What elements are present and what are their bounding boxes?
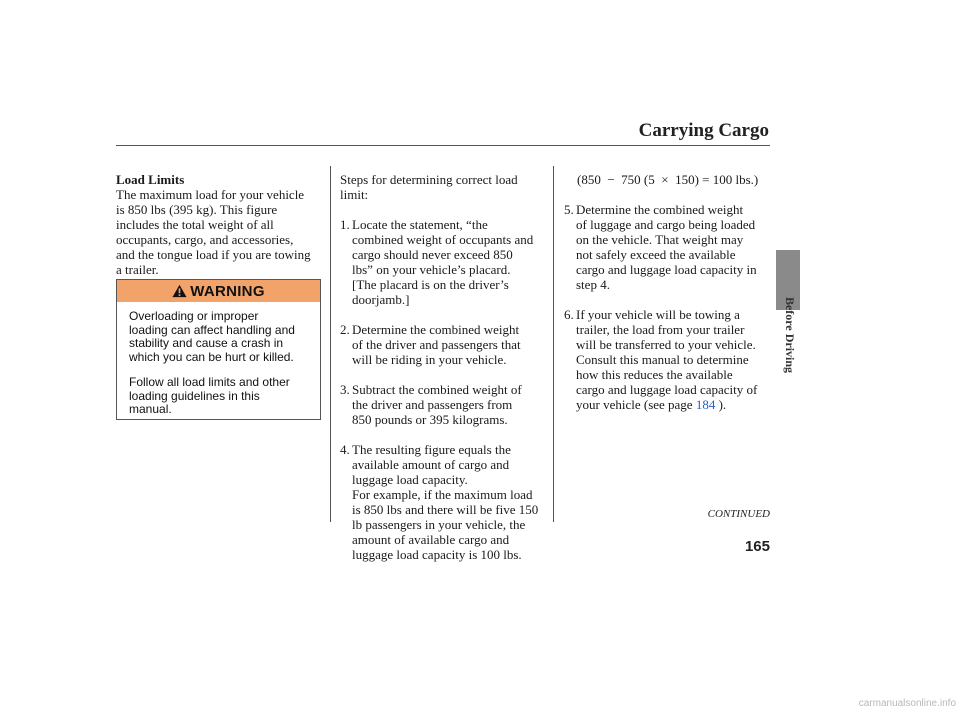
warning-text-2: Follow all load limits and other loading guidelines in this manual. xyxy=(129,375,290,416)
warning-text-1: Overloading or improper loading can affect handling and stability and cause a crash in which you can be hurt or killed. xyxy=(129,309,295,364)
step-text: Locate the statement, “the combined weight of occupants and cargo should never exceed 850 lbs” on your vehicle’s placard. [The placard is on the driver’s doorjamb.] xyxy=(352,217,534,307)
warning-label: WARNING xyxy=(190,282,265,300)
warning-triangle-icon xyxy=(172,284,187,298)
step-number: 1. xyxy=(340,217,350,232)
header-rule xyxy=(116,145,770,146)
page-number: 165 xyxy=(744,538,770,555)
column-divider-1 xyxy=(330,166,331,522)
step-6 xyxy=(564,307,774,412)
warning-header xyxy=(117,280,320,302)
step-4 xyxy=(340,442,550,562)
step-number: 3. xyxy=(340,382,350,397)
warning-box xyxy=(116,279,321,420)
step-number: 5. xyxy=(564,202,574,217)
column-1 xyxy=(116,172,326,277)
step-text: Determine the combined weight of the driver and passengers that will be riding in your vehicle. xyxy=(352,322,521,367)
section-heading: Load Limits xyxy=(116,172,185,187)
step-text-end: ). xyxy=(715,397,727,412)
example-formula: (850 − 750 (5 × 150) = 100 lbs.) xyxy=(577,172,759,187)
column-divider-2 xyxy=(553,166,554,522)
site-watermark: carmanualsonline.info xyxy=(858,698,956,709)
step-number: 4. xyxy=(340,442,350,457)
page-title: Carrying Cargo xyxy=(638,120,769,141)
column-2 xyxy=(340,172,550,562)
steps-intro: Steps for determining correct load limit: xyxy=(340,172,518,202)
column-3 xyxy=(564,172,774,412)
load-limits-paragraph: The maximum load for your vehicle is 850 lbs (395 kg). This figure includes the total weight of all occupants, cargo, and accessories, and the tongue load if you are towing a trailer. xyxy=(116,187,311,277)
section-tab-label: Before Driving xyxy=(783,296,797,374)
step-1 xyxy=(340,217,550,307)
page-reference-link[interactable]: 184 xyxy=(695,397,716,412)
step-text xyxy=(576,307,757,412)
step-2 xyxy=(340,322,550,367)
warning-body xyxy=(117,302,320,417)
step-text: Subtract the combined weight of the driver and passengers from 850 pounds or 395 kilograms. xyxy=(352,382,522,427)
step-text: Determine the combined weight of luggage and cargo being loaded on the vehicle. That weight may not safely exceed the available cargo and luggage load capacity in step 4. xyxy=(576,202,757,292)
step-3 xyxy=(340,382,550,427)
step-5 xyxy=(564,202,774,292)
step-text-main: If your vehicle will be towing a trailer, the load from your trailer will be transferred to your vehicle. Consult this manual to determine how this reduces the available cargo and luggage load capacity of your vehicle (see page xyxy=(576,307,758,412)
step-number: 2. xyxy=(340,322,350,337)
step-text: The resulting figure equals the available amount of cargo and luggage load capacity. For example, if the maximum load is 850 lbs and there will be five 150 lb passengers in your vehicle, the amount of available cargo and luggage load capacity is 100 lbs. xyxy=(352,442,539,562)
step-number: 6. xyxy=(564,307,574,322)
continued-label: CONTINUED xyxy=(707,508,770,520)
